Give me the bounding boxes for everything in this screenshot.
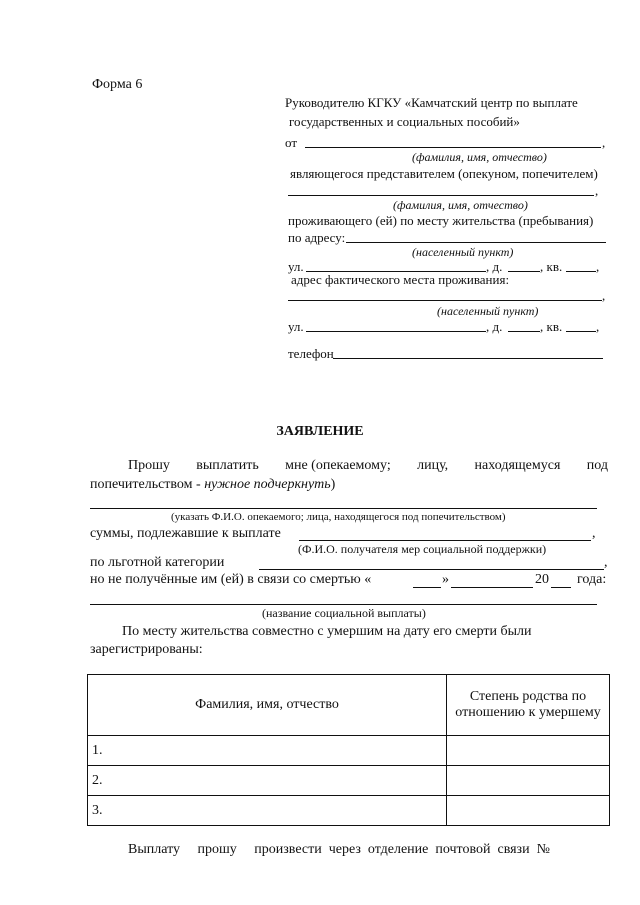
from-label: от	[285, 135, 298, 150]
actual-address-text: адрес фактического места проживания:	[291, 272, 510, 287]
row-number: 2.	[88, 766, 447, 796]
hint-payment: (название социальной выплаты)	[262, 606, 426, 620]
p1-line2-c: )	[330, 477, 336, 492]
street-field-2[interactable]	[306, 331, 486, 332]
payment-name-field[interactable]	[90, 604, 597, 605]
death-day-field[interactable]	[413, 587, 441, 588]
addressee-line-1: Руководителю КГКУ «Камчатский центр по выплате	[285, 95, 578, 110]
year-prefix: 20	[535, 572, 549, 587]
hint-fio-2: (фамилия, имя, отчество)	[393, 198, 528, 212]
address-locality-field-1[interactable]	[346, 242, 606, 243]
p1-word: Прошу	[128, 458, 170, 473]
sums-label: суммы, подлежавшие к выплате	[90, 526, 281, 541]
house-field-2[interactable]	[508, 331, 540, 332]
hint-locality-1: (населенный пункт)	[412, 245, 514, 259]
paragraph-2-line-1: По месту жительства совместно с умершим на дату его смерти были	[122, 624, 532, 639]
apt-field-2[interactable]	[566, 331, 596, 332]
phone-field[interactable]	[333, 358, 603, 359]
end-1: ,	[596, 259, 600, 274]
street-label-2: ул.	[288, 319, 304, 334]
relation-cell[interactable]	[447, 736, 610, 766]
not-received-text: но не получённые им (ей) в связи со смертью «	[90, 572, 372, 587]
hint-locality-2: (населенный пункт)	[437, 304, 539, 318]
sums-field[interactable]	[299, 540, 591, 541]
relation-cell[interactable]	[447, 766, 610, 796]
form-number: Форма 6	[92, 77, 143, 92]
p1-line2-b: нужное подчеркнуть	[204, 477, 331, 492]
table-row	[88, 766, 610, 796]
ward-name-field[interactable]	[90, 508, 597, 509]
p1-line2-a: попечительством -	[90, 477, 201, 492]
row-number: 3.	[88, 796, 447, 826]
actual-end: ,	[602, 288, 606, 303]
sums-end: ,	[592, 526, 596, 541]
house-label-1: , д.	[486, 259, 503, 274]
from-end: ,	[602, 135, 606, 150]
from-name-field[interactable]	[305, 147, 601, 148]
addressee-line-2: государственных и социальных пособий»	[289, 114, 520, 129]
hint-fio-1: (фамилия, имя, отчество)	[412, 150, 547, 164]
p1-word: находящемуся	[474, 458, 561, 473]
hint-ward: (указать Ф.И.О. опекаемого; лица, находящегося под попечительством)	[171, 511, 506, 523]
representative-text: являющегося представителем (опекуном, попечителем)	[290, 166, 598, 181]
phone-label: телефон	[288, 346, 334, 361]
table-row	[88, 796, 610, 826]
category-label: по льготной категории	[90, 555, 225, 570]
relatives-table	[87, 674, 610, 826]
p1-word: лицу,	[417, 458, 449, 473]
p1-word: мне (опекаемому;	[285, 458, 391, 473]
column-header-name: Фамилия, имя, отчество	[88, 675, 447, 736]
end-2: ,	[596, 319, 600, 334]
category-field[interactable]	[259, 569, 604, 570]
document-title: ЗАЯВЛЕНИЕ	[276, 424, 364, 439]
table-header-row	[88, 675, 610, 736]
table-row	[88, 736, 610, 766]
apt-label-1: , кв.	[540, 259, 563, 274]
category-end: ,	[604, 555, 608, 570]
paragraph-2-line-2: зарегистрированы:	[90, 642, 203, 657]
p1-word: выплатить	[196, 458, 259, 473]
rep-end: ,	[595, 183, 599, 198]
column-header-relation: Степень родства по отношению к умершему	[447, 675, 610, 736]
residing-text: проживающего (ей) по месту жительства (пребывания)	[288, 213, 594, 228]
house-field-1[interactable]	[508, 271, 540, 272]
hint-recipient: (Ф.И.О. получателя мер социальной поддержки)	[298, 542, 547, 556]
representative-name-field[interactable]	[288, 195, 594, 196]
death-year-field[interactable]	[551, 587, 571, 588]
p1-word: под	[586, 458, 608, 473]
address-locality-field-2[interactable]	[288, 300, 602, 301]
relation-cell[interactable]	[447, 796, 610, 826]
apt-label-2: , кв.	[540, 319, 563, 334]
death-month-field[interactable]	[451, 587, 533, 588]
paragraph-1-line-1	[128, 458, 608, 474]
house-label-2: , д.	[486, 319, 503, 334]
paragraph-1-line-2	[90, 477, 335, 493]
year-suffix: года:	[577, 572, 607, 587]
date-mid: »	[442, 572, 449, 587]
address-label: по адресу:	[288, 230, 346, 245]
apt-field-1[interactable]	[566, 271, 596, 272]
row-number: 1.	[88, 736, 447, 766]
paragraph-3: Выплату прошу произвести через отделение почтовой связи №	[128, 842, 550, 857]
street-label-1: ул.	[288, 259, 304, 274]
